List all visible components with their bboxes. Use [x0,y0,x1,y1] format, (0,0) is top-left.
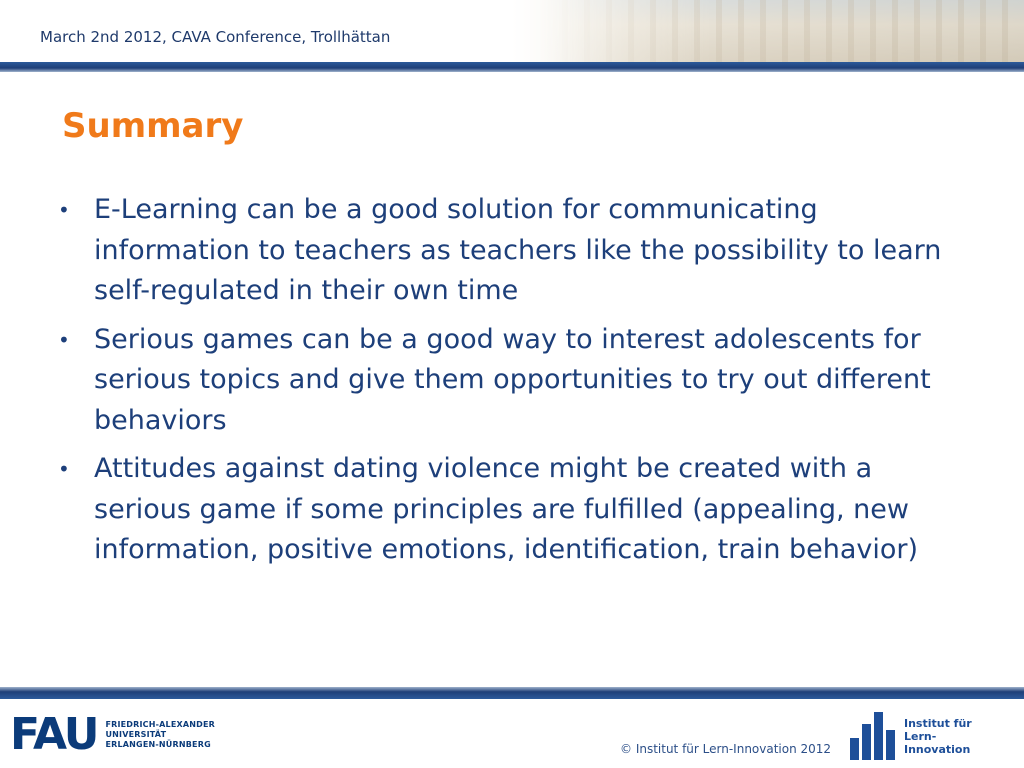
slide-header [0,0,1024,62]
ili-logo-text [904,717,1000,756]
bullet-text: Serious games can be a good way to interest adolescents for serious topics and give them opportunities to try out different behaviors [94,323,931,436]
slide-title: Summary [62,106,244,146]
conference-line: March 2nd 2012, CAVA Conference, Trollhättan [40,28,391,46]
bullet-list [58,190,963,579]
ili-bar [886,730,895,760]
bullet-text: E-Learning can be a good solution for communicating information to teachers as teachers like the possibility to learn self-regulated in their own time [94,194,942,306]
ili-logo-icon [850,712,898,760]
fau-logo-text [105,720,215,750]
fau-text-line: UNIVERSITÄT [105,730,167,739]
bullet-text: Attitudes against dating violence might be created with a serious game if some principles are fulfilled (appealing, new information, positive emotions, identification, train behavior) [94,453,919,565]
bullet-symbol: • [58,198,70,222]
header-divider-bar [0,62,1024,72]
fau-logo-mark: FAU [10,709,98,760]
header-photo-banner [540,0,1024,62]
ili-bar [862,724,871,760]
bullet-item [58,190,963,312]
fau-text-line: ERLANGEN-NÜRNBERG [105,740,211,749]
fau-logo [10,709,216,760]
bullet-item [58,320,963,442]
fau-text-line: FRIEDRICH-ALEXANDER [105,720,216,729]
bullet-symbol: • [58,327,70,352]
ili-logo [850,708,1000,764]
copyright-text: © Institut für Lern-Innovation 2012 [620,742,832,756]
ili-text-line: Institut für [904,716,972,730]
footer-divider-bar [0,687,1024,699]
ili-bar [850,738,859,760]
bullet-symbol: • [58,457,70,481]
ili-text-line: Lern-Innovation [904,729,971,756]
bullet-item [58,449,963,571]
ili-bar [874,712,883,760]
